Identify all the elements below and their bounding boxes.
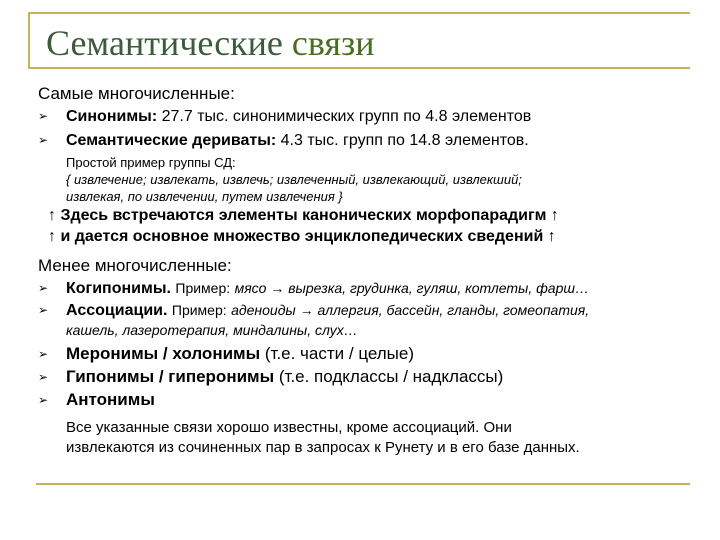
note-line-1: Все указанные связи хорошо известны, кроме ассоциаций. Они	[66, 419, 512, 436]
list-item-antonyms	[38, 390, 155, 410]
list-item-associations	[38, 302, 589, 320]
footer-divider	[36, 483, 690, 485]
arrowhead-bullet-icon: ➢	[38, 303, 49, 317]
item-example: мясо → вырезка, грудинка, гуляш, котлеты, фарш…	[234, 280, 590, 296]
item-term: Семантические дериваты:	[66, 132, 277, 149]
example-text: извлекая, по извлечении, путем извлечения }	[66, 189, 343, 204]
example-line-1	[66, 172, 522, 187]
item-example: аденоиды → аллергия, бассейн, гланды, гомеопатия,	[231, 302, 590, 318]
item-term: Ассоциации.	[66, 302, 168, 319]
list-item-cohyponyms	[38, 280, 589, 298]
list-item-semantic-derivatives	[38, 132, 529, 150]
arrow-line-1: ↑ Здесь встречаются элементы канонических морфопарадигм ↑	[48, 207, 559, 224]
title-word-2: связи	[291, 23, 375, 63]
item-term: Меронимы / холонимы	[66, 344, 261, 363]
section-heading-most: Самые многочисленные:	[38, 84, 235, 103]
item-term: Синонимы:	[66, 108, 158, 125]
example-line-2	[66, 189, 343, 204]
item-term: Гипонимы / гиперонимы	[66, 367, 275, 386]
item-prefix: Пример:	[171, 302, 227, 318]
arrowhead-bullet-icon: ➢	[38, 281, 49, 295]
title-word-1: Семантические	[46, 23, 283, 63]
item-term: Когипонимы.	[66, 280, 171, 297]
list-item-meronyms	[38, 344, 414, 364]
list-item-hyponyms	[38, 367, 503, 387]
example-title: Простой пример группы СД:	[66, 155, 236, 170]
item-term: Антонимы	[66, 390, 155, 409]
example-text: { извлечение; извлекать, извлечь; извлеченный, извлекающий, извлекший;	[66, 172, 522, 187]
title-frame-left	[28, 12, 30, 68]
arrowhead-bullet-icon: ➢	[38, 347, 49, 361]
associations-cont-text: кашель, лазеротерапия, миндалины, слух…	[66, 322, 358, 338]
item-text: (т.е. части / целые)	[264, 344, 415, 363]
section-heading-less: Менее многочисленные:	[38, 256, 232, 275]
item-text: 27.7 тыс. синонимических групп по 4.8 элементов	[161, 108, 532, 125]
item-text: 4.3 тыс. групп по 14.8 элементов.	[280, 132, 529, 149]
note-line-2: извлекаются из сочиненных пар в запросах к Рунету и в его базе данных.	[66, 439, 580, 456]
slide-title	[46, 22, 374, 64]
arrow-line-2: ↑ и дается основное множество энциклопедических сведений ↑	[48, 228, 556, 245]
arrowhead-bullet-icon: ➢	[38, 133, 49, 147]
arrowhead-bullet-icon: ➢	[38, 109, 49, 123]
list-item-synonyms	[38, 108, 531, 126]
arrowhead-bullet-icon: ➢	[38, 393, 49, 407]
title-frame-top	[28, 12, 690, 14]
item-text: (т.е. подклассы / надклассы)	[278, 367, 504, 386]
title-frame-bottom	[28, 67, 690, 69]
associations-continuation	[66, 322, 358, 338]
arrowhead-bullet-icon: ➢	[38, 370, 49, 384]
item-prefix: Пример:	[175, 280, 231, 296]
